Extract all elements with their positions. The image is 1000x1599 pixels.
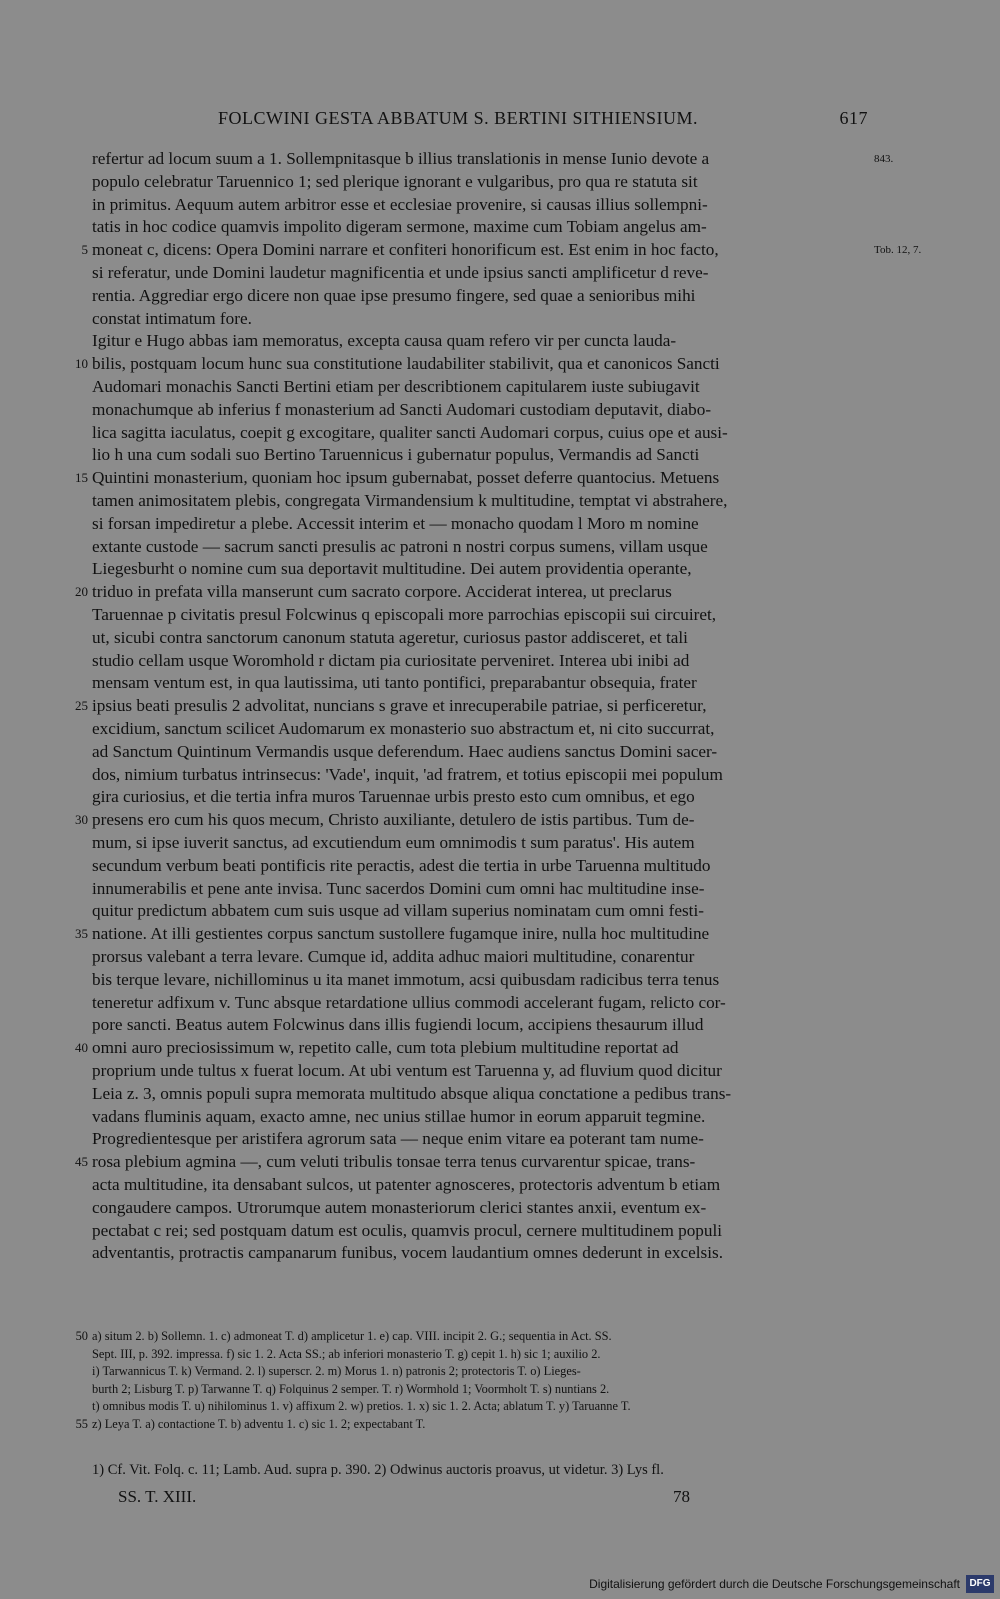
text-line: extante custode — sacrum sancti presulis ac patroni n nostri corpus sumens, villam usque <box>92 536 708 556</box>
apparatus-line: t) omnibus modis T. u) nihilominus 1. v) affixum 2. w) pretios. 1. x) sic 1. 2. Acta; ablatum T. y) Taruanne T. <box>92 1399 631 1413</box>
text-line: lica sagitta iaculatus, coepit g excogitare, qualiter sancti Audomari corpus, cuius ope et ausi- <box>92 422 728 442</box>
dfg-logo: DFG <box>966 1575 994 1593</box>
text-line: Leia z. 3, omnis populi supra memorata multitudo absque aliqua conctatione a pedibus trans- <box>92 1083 732 1103</box>
text-line: lio h una cum sodali suo Bertino Taruennicus i gubernatur populus, Vermandis ad Sancti <box>92 445 700 465</box>
text-line: vadans fluminis aquam, exacto amne, nec unius stillae humor in eorum apparuit tegmine. <box>92 1106 706 1126</box>
text-line: teneretur adfixum v. Tunc absque retardatione ullius commodi accelerant fugam, relicto cor- <box>92 992 726 1012</box>
text-line: moneat c, dicens: Opera Domini narrare et confiteri honorificum est. Est enim in hoc facto, <box>92 240 719 260</box>
text-line: secundum verbum beati pontificis rite peractis, adest die tertia in urbe Taruenna multitudo <box>92 855 711 875</box>
text-line: quitur predictum abbatem cum suis usque ad villam superius nominatam cum omni festi- <box>92 901 704 921</box>
text-line: Audomari monachis Sancti Bertini etiam per describtionem capitularem iuste subiugavit <box>92 377 700 396</box>
volume-signature: SS. T. XIII. <box>118 1487 197 1506</box>
text-line: Igitur e Hugo abbas iam memoratus, excepta causa quam refero vir per cuncta lauda- <box>92 331 677 351</box>
line-number: 15 <box>75 470 88 486</box>
apparatus-line: burth 2; Lisburg T. p) Tarwanne T. q) Folquinus 2 semper. T. r) Wormhold 1; Voormholt T. s) nuntians 2. <box>92 1381 610 1396</box>
funding-text: Digitalisierung gefördert durch die Deutsche Forschungsgemeinschaft <box>589 1577 960 1591</box>
apparatus-line: i) Tarwannicus T. k) Vermand. 2. l) superscr. 2. m) Morus 1. n) patronis 2; protectoris T. o) Lieges- <box>92 1364 581 1378</box>
apparatus-line: z) Leya T. a) contactione T. b) adventu 1. c) sic 1. 2; expectabant T. <box>92 1416 426 1431</box>
line-number: 20 <box>75 584 88 600</box>
text-line: constat intimatum fore. <box>92 308 252 328</box>
text-line: Liegesburht o nomine cum sua deportavit multitudine. Dei autem providentia operante, <box>92 559 692 579</box>
sheet-number: 78 <box>673 1487 690 1506</box>
funding-bar <box>0 1571 1000 1599</box>
apparatus-line: a) situm 2. b) Sollemn. 1. c) admoneat T. d) amplicetur 1. e) cap. VIII. incipit 2. G.; sequentia in Act. SS. <box>92 1329 612 1343</box>
text-line: proprium unde tultus x fuerat locum. At ubi ventum est Taruenna y, ad fluvium quod dicitur <box>92 1061 722 1080</box>
margin-note: Tob. 12, 7. <box>874 244 922 257</box>
line-number: 30 <box>75 812 88 828</box>
text-line: prorsus valebant a terra levare. Cumque id, addita adhuc maiori multitudine, conarentur <box>92 947 695 966</box>
text-line: tatis in hoc codice quamvis impolito digeram sermone, maxime cum Tobiam angelus am- <box>92 217 707 237</box>
text-line: ad Sanctum Quintinum Vermandis usque deferendum. Haec audiens sanctus Domini sacer- <box>92 741 718 761</box>
text-line: ipsius beati presulis 2 advolitat, nuncians s grave et inrecuperabile patriae, si perficeretur, <box>92 696 707 716</box>
line-number: 10 <box>75 356 88 372</box>
text-line: rosa plebium agmina —, cum veluti tribulis tonsae terra tenus curvarentur spicae, trans- <box>92 1152 696 1172</box>
apparatus-line-number: 50 <box>75 1329 88 1343</box>
line-number: 40 <box>75 1040 88 1056</box>
text-line: innumerabilis et pene ante invisa. Tunc sacerdos Domini cum omni hac multitudine inse- <box>92 878 705 898</box>
margin-note: 843. <box>874 153 894 165</box>
text-line: in primitus. Aequum autem arbitror esse et ecclesiae provenire, si causas illius sollempni- <box>92 194 708 214</box>
text-line: omni auro preciosissimum w, repetito calle, cum tota plebium multitudine reportat ad <box>92 1038 679 1058</box>
text-line: si forsan impediretur a plebe. Accessit interim et — monacho quodam l Moro m nomine <box>92 513 699 533</box>
text-line: bilis, postquam locum hunc sua constitutione laudabiliter stabilivit, qua et canonicos Sancti <box>92 354 720 374</box>
text-line: presens ero cum his quos mecum, Christo auxiliante, detulero de istis partibus. Tum de- <box>92 810 695 830</box>
text-line: pectabat c rei; sed postquam datum est oculis, quamvis procul, cernere multitudinem populi <box>92 1220 723 1240</box>
line-number: 45 <box>75 1154 88 1170</box>
text-line: studio cellam usque Woromhold r dictam pia curiositate perveniret. Interea ubi inibi ad <box>92 650 690 670</box>
text-line: congaudere campos. Utrorumque autem monasteriorum clerici stantes anxii, eventum ex- <box>92 1197 707 1217</box>
apparatus-line: Sept. III, p. 392. impressa. f) sic 1. 2. Acta SS.; ab inferiori monasterio T. g) cepit 1. h) sic 1; auxilio 2. <box>92 1346 601 1361</box>
text-line: mum, si ipse iuverit sanctus, ad excutiendum eum omnimodis t sum paratus'. His autem <box>92 833 695 852</box>
text-line: Quintini monasterium, quoniam hoc ipsum gubernabat, posset deferre quantocius. Metuens <box>92 468 720 488</box>
page-number: 617 <box>839 108 868 128</box>
text-line: excidium, sanctum scilicet Audomarum ex monasterio suo abstractum et, ni cito succurrat, <box>92 719 715 738</box>
text-line: ut, sicubi contra sanctorum canonum statuta ageretur, curiosus pastor addisceret, et tali <box>92 627 688 647</box>
line-number: 35 <box>75 926 88 942</box>
text-line: mensam ventum est, in qua lautissima, uti tanto pontifici, preparabantur obsequia, frater <box>92 673 697 693</box>
line-number: 25 <box>75 698 88 714</box>
text-line: dos, nimium turbatus intrinsecus: 'Vade', inquit, 'ad fratrem, et totius episcopii mei populum <box>92 764 723 784</box>
text-line: si referatur, unde Domini laudetur magnificentia et unde ipsius sancti amplificetur d reve- <box>92 263 709 282</box>
text-line: acta multitudine, ita densabant sulcos, ut patenter agnosceres, protectoris adventum b etiam <box>92 1175 721 1194</box>
running-title: FOLCWINI GESTA ABBATUM S. BERTINI SITHIENSIUM. <box>218 108 698 128</box>
footnotes: 1) Cf. Vit. Folq. c. 11; Lamb. Aud. supra p. 390. 2) Odwinus auctoris proavus, ut videtur. 3) Lys fl. <box>92 1462 664 1478</box>
text-line: natione. At illi gestientes corpus sanctum sustollere fugamque inire, nulla hoc multitudine <box>92 924 710 944</box>
signature-line <box>0 1487 1000 1511</box>
text-line: adventantis, protractis campanarum funibus, vocem laudantium omnes dederunt in excelsis. <box>92 1243 723 1263</box>
text-line: monachumque ab inferius f monasterium ad Sancti Audomari custodiam deputavit, diabo- <box>92 399 712 419</box>
text-line: triduo in prefata villa manserunt cum sacrato corpore. Acciderat interea, ut preclarus <box>92 582 672 602</box>
text-line: Taruennae p civitatis presul Folcwinus q episcopali more parrochias episcopii sui circuiret, <box>92 605 717 624</box>
text-line: refertur ad locum suum a 1. Sollempnitasque b illius translationis in mense Iunio devote a <box>92 149 710 168</box>
line-number: 5 <box>81 242 88 258</box>
text-line: pore sancti. Beatus autem Folcwinus dans illis fugiendi locum, accipiens thesaurum illud <box>92 1015 704 1035</box>
text-line: gira curiosius, et die tertia infra muros Taruennae urbis presto esto cum omnibus, et ego <box>92 787 695 807</box>
apparatus-line-number: 55 <box>75 1416 88 1431</box>
text-line: tamen animositatem plebis, congregata Virmandensium k multitudine, temptat vi abstrahere, <box>92 491 728 510</box>
text-line: populo celebratur Taruennico 1; sed plerique ignorant e vulgaribus, pro qua re statuta sit <box>92 171 698 191</box>
text-line: bis terque levare, nichillominus u ita manet immotum, acsi quibusdam radicibus terra tenus <box>92 969 720 989</box>
text-line: Progredientesque per aristifera agrorum sata — neque enim vitare ea poterant tam nume- <box>92 1129 704 1149</box>
text-line: rentia. Aggrediar ergo dicere non quae ipse presumo fingere, sed quae a senioribus mihi <box>92 285 696 305</box>
